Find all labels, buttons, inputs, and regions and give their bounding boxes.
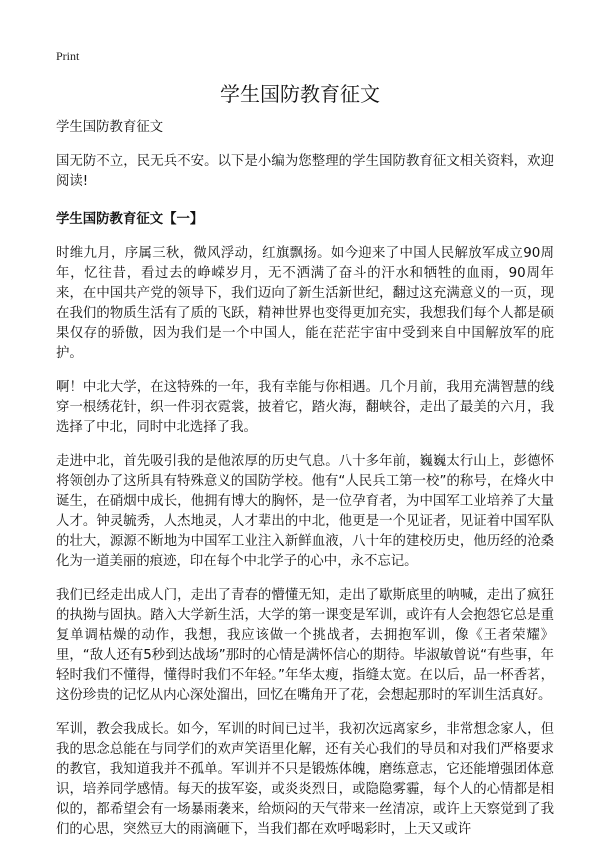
article-subtitle: 学生国防教育征文: [56, 120, 164, 135]
article-paragraph: 时维九月，序属三秋，微风浮动，红旗飘扬。如今迎来了中国人民解放军成立90周年，忆往昔，看过去的峥嵘岁月，无不洒满了奋斗的汗水和牺牲的血雨，90周年来，在中国共产党的领导下，我们迈向了新生活新世纪，翻过这充满意义的一页，现在我们的物质生活有了质的飞跃，精神世界也变得更加充实，我想我们每个人都是硕果仅存的骄傲，因为我们是一个中国人，能在茫茫宇宙中受到来自中国解放军的庇护。: [56, 246, 554, 361]
print-link[interactable]: Print: [56, 49, 80, 63]
article-intro: 国无防不立，民无兵不安。以下是小编为您整理的学生国防教育征文相关资料，欢迎阅读!: [56, 154, 554, 189]
article-paragraph: 我们已经走出成人门，走出了青春的懵懂无知，走出了歇斯底里的呐喊，走出了疯狂的执拗与固执。踏入大学新生活，大学的第一课变是军训，或许有人会抱怨它总是重复单调枯燥的动作，我想，我应该做一个挑战者，去拥抱军训，像《王者荣耀》里，“敌人还有5秒到达战场”那时的心情是满怀信心的期待。毕淑敏曾说“有些事，年轻时我们不懂得，懂得时我们不年轻。”年华太瘦，指缝太宽。在以后，品一杯香茗，这份珍贵的记忆从内心深处溜出，回忆在嘴角开了花，会想起那时的军训生活真好。: [56, 588, 555, 703]
page-title: 学生国防教育征文: [220, 82, 380, 106]
article-body: [56, 118, 554, 854]
article-paragraph: 啊！中北大学，在这特殊的一年，我有幸能与你相遇。几个月前，我用充满智慧的线穿一根绣花针，织一件羽衣霓裳，披着它，踏火海，翻峡谷，走出了最美的六月，我选择了中北，同时中北选择了我。: [56, 380, 554, 435]
article-paragraph: 走进中北，首先吸引我的是他浓厚的历史气息。八十多年前，巍巍太行山上，彭德怀将领创办了这所具有特殊意义的国防学校。他有“人民兵工第一校”的称号，在烽火中诞生，在硝烟中成长，他拥有博大的胸怀，是一位孕育者，为中国军工业培养了大量人才。钟灵毓秀，人杰地灵，人才辈出的中北，他更是一个见证者，见证着中国军队的壮大，源源不断地为中国军工业注入新鲜血液，八十年的建校历史，他历经的沧桑化为一道美丽的痕迹，印在每个中北学子的心中，永不忘记。: [56, 454, 554, 569]
article-paragraph: 军训，教会我成长。如今，军训的时间已过半，我初次远离家乡，非常想念家人，但我的思念总能在与同学们的欢声笑语里化解，还有关心我们的导员和对我们严格要求的教官，我知道我并不孤单。军训并不只是锻炼体魄，磨练意志，它还能增强团体意识，培养同学感情。每天的拔军姿，或炎炎烈日，或隐隐雾霾，每个人的心情都是相似的，都希望会有一场暴雨袭来，给烦闷的天气带来一丝清凉，或许上天察觉到了我们的心思，突然豆大的雨滴砸下，当我们都在欢呼喝彩时，上天又或许: [56, 722, 554, 837]
section-heading: 学生国防教育征文【一】: [56, 212, 204, 227]
